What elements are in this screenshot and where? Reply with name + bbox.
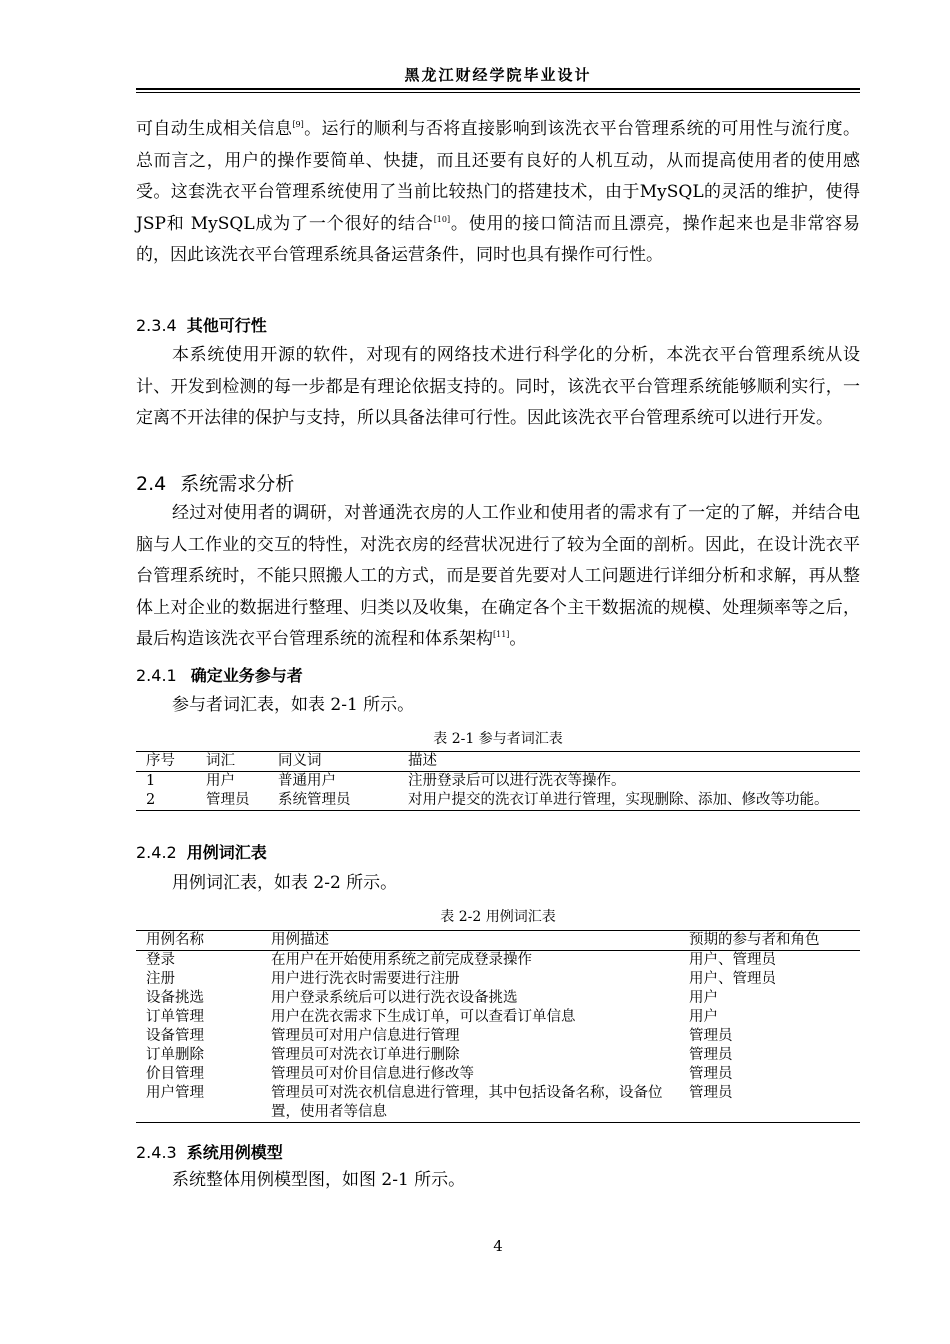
table-cell: 订单删除 — [146, 1047, 204, 1063]
citation: [11] — [493, 630, 510, 639]
table-header-cell: 描述 — [408, 753, 437, 769]
section-number: 2.4 — [136, 473, 167, 495]
table-cell: 用户 — [689, 1009, 718, 1025]
section-title: 用例词汇表 — [186, 843, 267, 862]
participant-table — [136, 751, 860, 811]
table-cell: 管理员 — [689, 1066, 733, 1082]
table-header-cell: 词汇 — [206, 753, 235, 769]
section-heading-2-4-3 — [136, 1140, 283, 1163]
table-cell: 普通用户 — [278, 773, 336, 789]
paragraph-text: 经过对使用者的调研，对普通洗衣房的人工作业和使用者的需求有了一定的了解，并结合电脑与人工作业的交互的特性，对洗衣房的经营状况进行了较为全面的剖析。因此，在设计洗衣平台管理系统时，不能只照搬人工的方式，而是要首先要对人工问题进行详细分析和求解，再从整体上对企业的数据进行整理、归类以及收集，在确定各个主干数据流的规模、处理频率等之后，最后构造该洗衣平台管理系统的流程和体系架构 — [136, 503, 860, 649]
table-cell: 订单管理 — [146, 1009, 204, 1025]
table-cell: 对用户提交的洗衣订单进行管理，实现删除、添加、修改等功能。 — [408, 792, 829, 808]
table-cell: 注册 — [146, 971, 175, 987]
table-row — [136, 1027, 860, 1046]
table-row — [136, 989, 860, 1008]
table-cell: 注册登录后可以进行洗衣等操作。 — [408, 773, 626, 789]
table-row — [136, 1084, 860, 1123]
page-header: 黑龙江财经学院毕业设计 — [404, 66, 592, 84]
table-cell: 管理员可对用户信息进行管理 — [271, 1028, 460, 1044]
table-header-cell: 用例描述 — [271, 932, 329, 948]
section-number: 2.4.1 — [136, 666, 177, 685]
table2-caption: 表 2-2 用例词汇表 — [440, 909, 556, 925]
table-row — [136, 1065, 860, 1084]
header-rule-thick — [136, 88, 860, 90]
table-row — [136, 1008, 860, 1027]
table-cell: 管理员 — [689, 1085, 733, 1101]
table-cell: 管理员可对价目信息进行修改等 — [271, 1066, 474, 1082]
table-row — [136, 772, 860, 792]
paragraph-usability — [136, 114, 860, 272]
paragraph-text: 可自动生成相关信息 — [136, 119, 293, 139]
table-cell: 用户、管理员 — [689, 952, 776, 968]
section-title: 系统用例模型 — [186, 1143, 283, 1162]
table-cell: 管理员 — [206, 792, 250, 808]
table-cell: 在用户在开始使用系统之前完成登录操作 — [271, 952, 532, 968]
section-number: 2.4.3 — [136, 1143, 177, 1162]
header-rule-thin — [136, 92, 860, 93]
citation: [9] — [292, 120, 304, 129]
table-cell: 管理员可对洗衣订单进行删除 — [271, 1047, 460, 1063]
section-heading-2-3-4 — [136, 313, 267, 336]
use-case-table — [136, 930, 860, 1123]
paragraph-table1-intro: 参与者词汇表，如表 2-1 所示。 — [172, 695, 415, 715]
section-number: 2.4.2 — [136, 843, 177, 862]
table-header-cell: 同义词 — [278, 753, 322, 769]
table-cell: 用户 — [206, 773, 235, 789]
table-cell: 用户在洗衣需求下生成订单，可以查看订单信息 — [271, 1009, 576, 1025]
section-title: 其他可行性 — [186, 316, 267, 335]
table-row — [136, 951, 860, 971]
paragraph-other-feasibility: 本系统使用开源的软件，对现有的网络技术进行科学化的分析，本洗衣平台管理系统从设计、开发到检测的每一步都是有理论依据支持的。同时，该洗衣平台管理系统能够顺利实行，一定离不开法律的保护与支持，所以具备法律可行性。因此该洗衣平台管理系统可以进行开发。 — [136, 345, 860, 428]
citation: [10] — [433, 214, 451, 224]
paragraph-text: 。 — [509, 629, 527, 649]
page-number: 4 — [493, 1237, 503, 1255]
paragraph-text: 。运行的顺利与否将直接影响到该洗衣平台管理系统的可用性与流行度。总而言之，用户的操作要简单、快捷，而且还要有良好的人机互动，从而提高使用者的使用感受。这套洗衣平台管理系统使用了当前比较热门的搭建技术，由于MySQL的灵活的维护，使得 JSP和 MySQL成为了一个很好的结合 — [136, 119, 860, 234]
table-cell: 1 — [146, 773, 156, 789]
section-heading-2-4-2 — [136, 840, 267, 863]
table-cell: 登录 — [146, 952, 175, 968]
table-cell: 设备挑选 — [146, 990, 204, 1006]
paragraph-text: 。使用的接口简洁而且漂亮，操作起来也是非常容易的，因此该洗衣平台管理系统具备运营条件，同时也具有操作可行性。 — [136, 213, 860, 265]
table-cell: 管理员可对洗衣机信息进行管理，其中包括设备名称，设备位置，使用者等信息 — [271, 1085, 663, 1120]
table-cell: 用户 — [689, 990, 718, 1006]
paragraph-figure-intro: 系统整体用例模型图，如图 2-1 所示。 — [172, 1170, 466, 1190]
table-cell: 2 — [146, 792, 156, 808]
table-cell: 管理员 — [689, 1047, 733, 1063]
table-cell: 系统管理员 — [278, 792, 351, 808]
table-header-cell: 用例名称 — [146, 932, 204, 948]
table-cell: 用户管理 — [146, 1085, 204, 1101]
table-row — [136, 791, 860, 811]
table1-caption: 表 2-1 参与者词汇表 — [433, 731, 563, 747]
table-header-row — [136, 752, 860, 772]
table-header-cell: 序号 — [146, 753, 175, 769]
table-cell: 用户进行洗衣时需要进行注册 — [271, 971, 460, 987]
paragraph-requirements — [136, 498, 860, 656]
table-cell: 用户登录系统后可以进行洗衣设备挑选 — [271, 990, 518, 1006]
table-cell: 设备管理 — [146, 1028, 204, 1044]
table-cell: 管理员 — [689, 1028, 733, 1044]
table-header-cell: 预期的参与者和角色 — [689, 932, 820, 948]
section-heading-2-4-1 — [136, 663, 303, 686]
section-number: 2.3.4 — [136, 316, 177, 335]
table-row — [136, 970, 860, 989]
table-cell: 价目管理 — [146, 1066, 204, 1082]
section-title: 确定业务参与者 — [190, 666, 303, 685]
table-row — [136, 1046, 860, 1065]
table-header-row — [136, 931, 860, 951]
paragraph-table2-intro: 用例词汇表，如表 2-2 所示。 — [172, 873, 398, 893]
section-heading-2-4 — [136, 469, 294, 496]
table-cell: 用户、管理员 — [689, 971, 776, 987]
section-title: 系统需求分析 — [180, 473, 295, 495]
